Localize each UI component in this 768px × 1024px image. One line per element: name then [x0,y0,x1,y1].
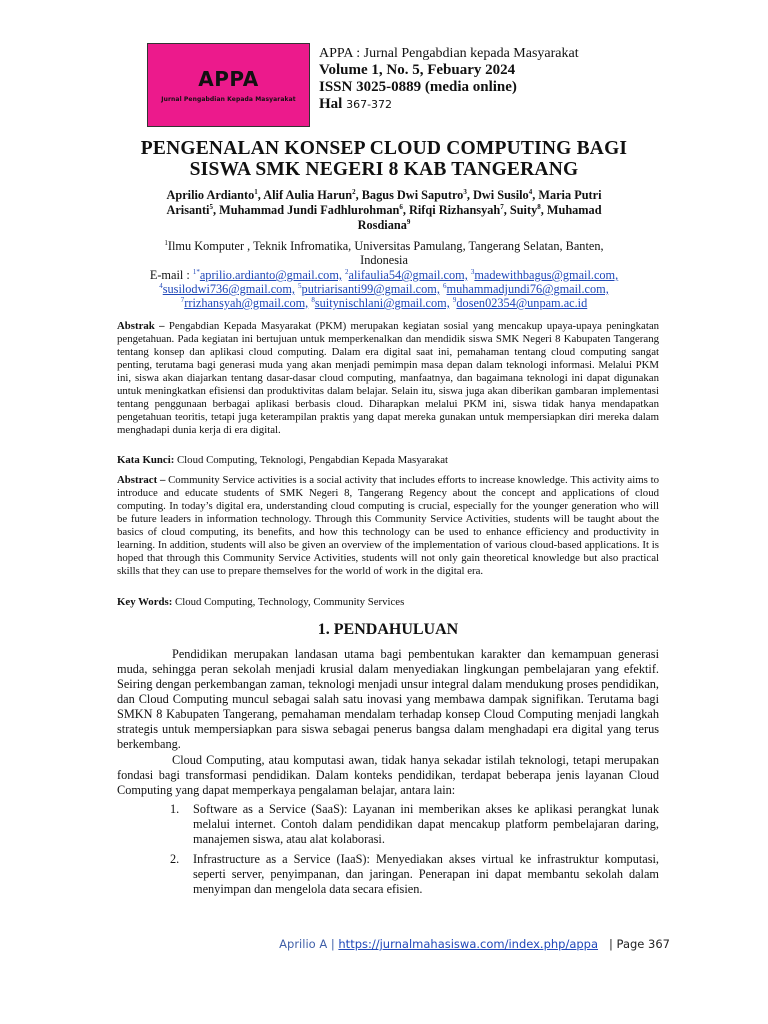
journal-name: APPA : Jurnal Pengabdian kepada Masyarakat [319,46,579,61]
author-name: Dwi Susilo [472,188,529,202]
email-label: E-mail : [149,268,193,282]
email-link[interactable]: muhammadjundi76@gmail.com, [446,282,609,296]
author-separator: , [257,188,264,202]
kata-kunci-text: Cloud Computing, Teknologi, Pengabdian Kepada Masyarakat [176,454,449,466]
author-sup: 7 [500,202,504,211]
page-footer [240,937,670,951]
email-link[interactable]: alifaulia54@gmail.com, [348,268,468,282]
author-separator: , [466,188,473,202]
paragraph-2: Cloud Computing, atau komputasi awan, tidak hanya sekadar istilah teknologi, tetapi merupakan fondasi bagi transformasi pendidikan. Dalam konteks pendidikan, terdapat beberapa jenis layanan Cloud Computing yang dapat memperkaya pengalaman belajar, antara lain: [117,753,659,797]
email-sup: 8 [311,295,315,304]
paragraph-1: Pendidikan merupakan landasan utama bagi pembentukan karakter dan kemampuan generasi muda, sehingga peran sekolah menjadi krusial dalam menyediakan lingkungan pembelajaran yang efektif. Seiring dengan perkembangan zaman, teknologi menjadi unsur integral dalam mendukung proses pendidikan, dan Cloud Computing muncul sebagai salah satu inovasi yang membawa dampak signifikan. Terutama bagi SMKN 8 Kabupaten Tangerang, pemahaman mendalam terhadap konsep Cloud Computing menjadi langkah strategis untuk mempersiapkan para siswa sebagai penerus bangsa dalam menghadapi era digital yang terus berkembang. [117,647,659,751]
author-name: Suity [509,203,538,217]
email-sup: 3 [470,267,475,276]
paper-title [100,138,668,180]
author-separator: , [540,203,547,217]
footer-author: Aprilio A [279,937,328,951]
list-text: Infrastructure as a Service (IaaS): Menyediakan akses virtual ke infrastruktur komputasi, seperti server, penyimpanan, dan jaringan. Penerapan ini dapat membantu sekolah dalam menyimpan dan mengelola data secara efisien. [193,852,659,896]
author-sup: 6 [399,202,403,211]
author-separator: , [503,203,510,217]
journal-volume: Volume 1, No. 5, Febuary 2024 [319,62,516,78]
author-separator: , [532,188,539,202]
footer-journal-link[interactable]: https://jurnalmahasiswa.com/index.php/appa [338,937,599,951]
author-separator: , [212,203,220,217]
journal-issn: ISSN 3025-0889 (media online) [319,79,517,95]
title-line-1: PENGENALAN KONSEP CLOUD COMPUTING BAGI [140,138,628,159]
journal-pages [319,96,639,113]
email-sup: 7 [180,295,185,304]
affiliation-text: Ilmu Komputer , Teknik Infromatika, Universitas Pamulang, Tangerang Selatan, Banten, Indonesia [167,239,604,267]
email-sup: 9 [452,295,457,304]
abstract-en [117,474,659,578]
author-name: Bagus Dwi Saputro [361,188,464,202]
abstrak [117,320,659,437]
author-sup: 8 [537,202,541,211]
footer-separator: | [327,937,339,951]
author-sup: 1 [254,187,258,196]
hal-pages: 367-372 [346,98,393,111]
email-link[interactable]: rrizhansyah@gmail.com, [184,296,309,310]
key-words-text: Cloud Computing, Technology, Community Services [175,596,405,608]
email-link[interactable]: madewithbagus@gmail.com, [474,268,619,282]
affiliation-sup: 1 [164,238,168,247]
email-sup: 1* [192,267,200,276]
author-separator: , [402,203,409,217]
list-item [117,852,659,897]
affiliation [150,239,618,267]
logo-subtitle: Jurnal Pengabdian Kepada Masyarakat [161,95,296,103]
author-list [150,188,618,233]
author-sup: 3 [463,187,467,196]
kata-kunci [117,454,659,467]
author-name: Muhammad Jundi Fadhlurohman [219,203,400,217]
author-sup: 4 [528,187,533,196]
author-separator: , [355,188,362,202]
email-link[interactable]: dosen02354@unpam.ac.id [456,296,588,310]
footer-page: | Page 367 [598,937,670,951]
author-name: Rifqi Rizhansyah [408,203,501,217]
logo-text: APPA [198,66,259,91]
kata-kunci-label: Kata Kunci: [117,454,177,466]
email-sup: 2 [345,267,349,276]
abstract-text: Community Service activities is a social activity that includes efforts to increase knowledge. This activity aims to introduce and educate students of SMK Negeri 8, Tangerang Regency about the concept and applications of cloud computing. In today’s digital era, understanding cloud computing is crucial, especially for the younger generation who will be future leaders in information technology. Through this Community Service Activities, students will be taught about the basics of cloud computing, its benefits, and how this technology can be used to enhance efficiency and productivity in learning. In addition, students will also be given an overview of the implementation of various cloud-based applications. It is hoped that through this Community Service Activities, students will not only gain theoretical knowledge but also practical skills that they can use to prepare themselves for the world of work in the digital era. [117,474,659,577]
email-link[interactable]: suitynischlani@gmail.com, [314,296,450,310]
author-sup: 9 [406,217,411,226]
author-sup: 2 [352,187,356,196]
author-name: Muhamad Rosdiana [357,203,602,232]
email-sup: 4 [159,281,163,290]
email-list [120,268,648,310]
title-line-2: SISWA SMK NEGERI 8 KAB TANGERANG [189,159,579,180]
abstract-label: Abstract – [117,474,169,486]
email-link[interactable]: putriarisanti99@gmail.com, [301,282,440,296]
list-number: 2. [170,852,180,866]
key-words [117,596,659,609]
journal-logo [147,43,310,127]
email-sup: 5 [298,281,302,290]
author-name: Alif Aulia Harun [263,188,353,202]
journal-info [319,45,639,113]
email-sup: 6 [443,281,447,290]
author-name: Aprilio Ardianto [166,188,255,202]
list-text: Software as a Service (SaaS): Layanan ini memberikan akses ke aplikasi perangkat lunak melalui internet. Contoh dalam pendidikan dapat mencakup platform pembelajaran daring, manajemen siswa, atau alat kolaborasi. [193,802,659,846]
list-number: 1. [170,802,180,816]
hal-label: Hal [319,96,343,112]
section-heading: 1. PENDAHULUAN [317,621,459,638]
list-item [117,802,659,847]
author-name: Maria Putri Arisanti [166,188,602,217]
author-sup: 5 [209,202,213,211]
abstrak-label: Abstrak – [117,320,169,332]
email-link[interactable]: aprilio.ardianto@gmail.com, [199,268,342,282]
email-link[interactable]: susilodwi736@gmail.com, [162,282,295,296]
key-words-label: Key Words: [117,596,175,608]
abstrak-text: Pengabdian Kepada Masyarakat (PKM) merupakan kegiatan sosial yang mencakup upaya-upaya peningkatan pengetahuan. Pada kegiatan ini bertujuan untuk memperkenalkan dan mendidik siswa SMK Negeri 8 Kabupaten Tangerang tentang konsep dan aplikasi cloud computing. Dalam era digital saat ini, pemahaman tentang cloud computing sangat penting, terutama bagi generasi muda yang akan menjadi pemimpin masa depan dalam teknologi informasi. Melalui PKM ini, siswa akan diajarkan tentang dasar-dasar cloud computing, manfaatnya, dan bagaimana teknologi ini dapat digunakan untuk meningkatkan efisiensi dan produktivitas dalam belajar. Selain itu, siswa juga akan diberikan gambaran implementasi tentang penggunaan berbagai aplikasi berbasis cloud. Diharapkan melalui PKM ini, siswa tidak hanya mendapatkan pengetahuan teoritis, tetapi juga keterampilan praktis yang dapat mereka gunakan untuk mempersiapkan diri mereka dalam menghadapi dunia kerja di era digital. [117,320,660,436]
